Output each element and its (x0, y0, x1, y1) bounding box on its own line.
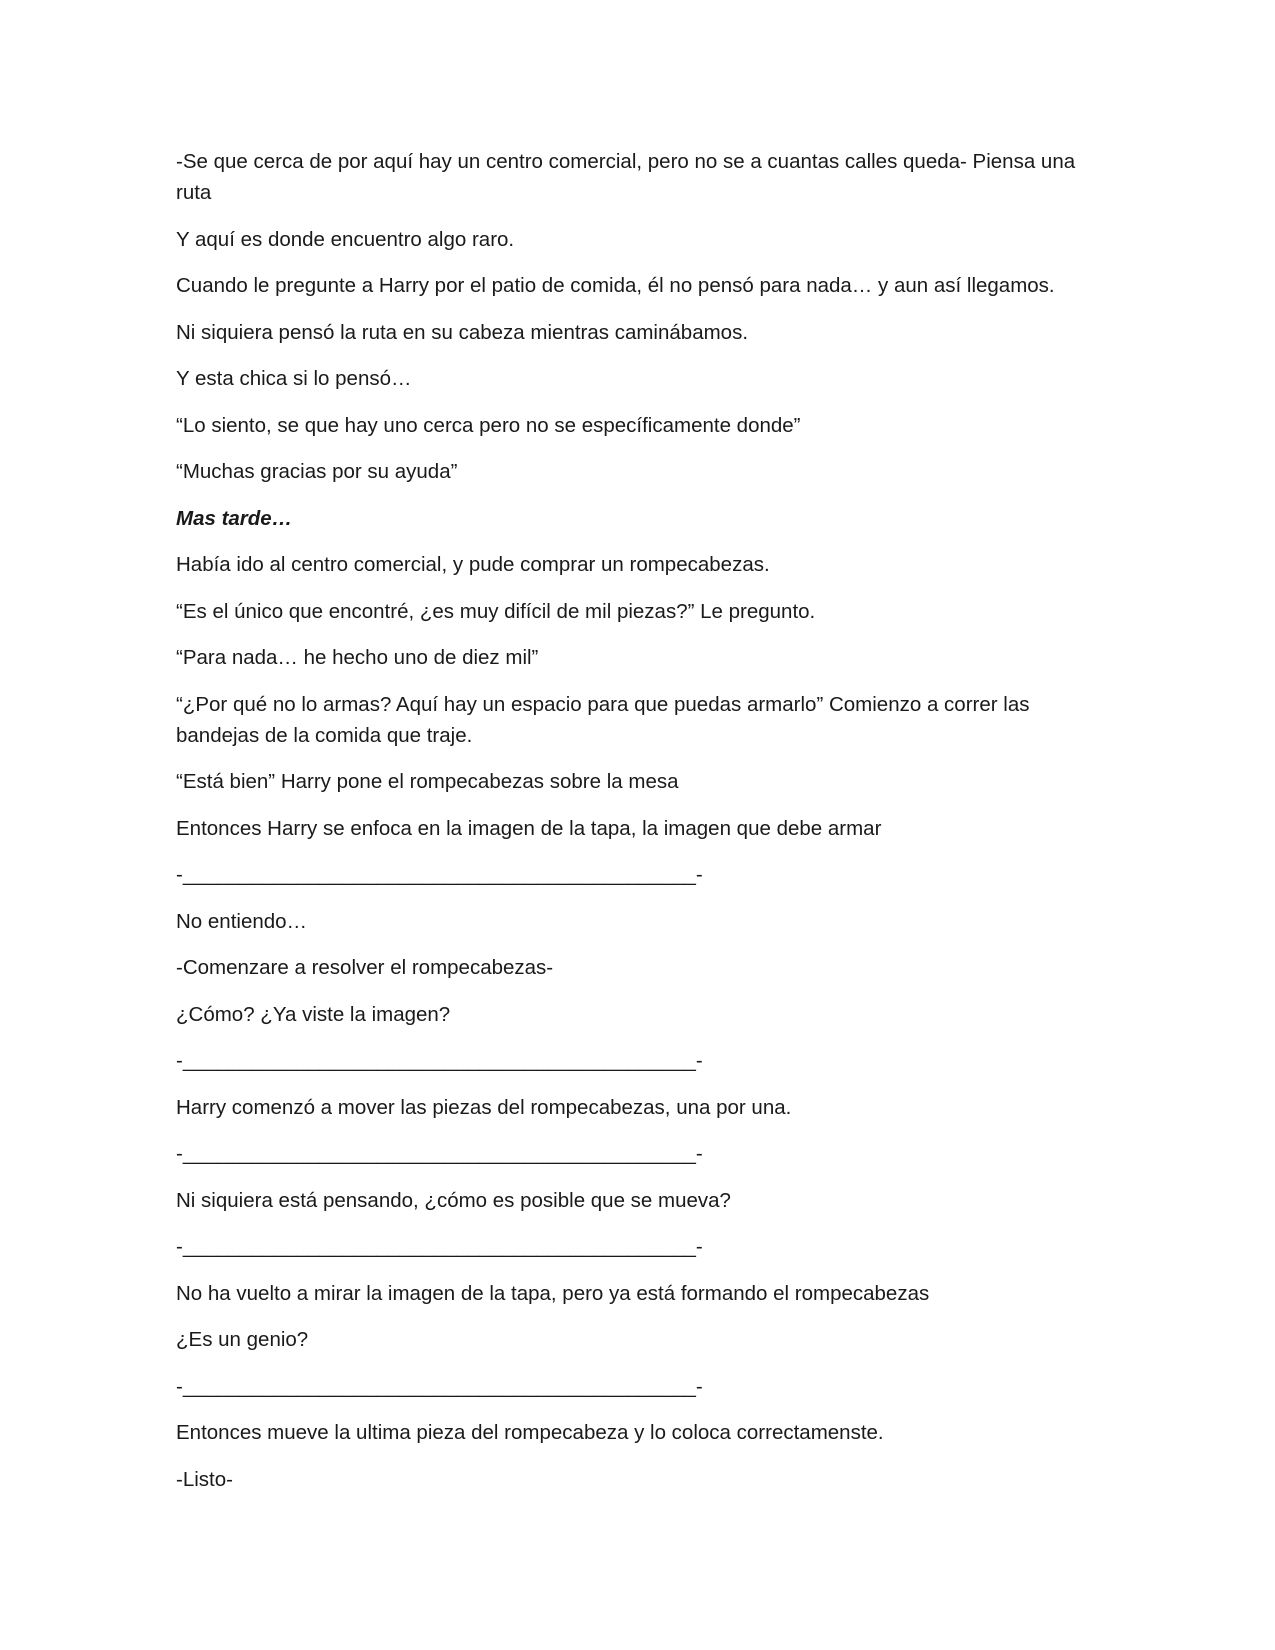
separator-line: -_____________________________________________- (176, 1374, 703, 1398)
separator-line: -_____________________________________________- (176, 863, 703, 886)
paragraph: Y esta chica si lo pensó… (176, 367, 412, 390)
paragraph: -Listo- (176, 1467, 233, 1491)
paragraph: “Lo siento, se que hay uno cerca pero no se específicamente donde” (176, 413, 801, 437)
paragraph: Entonces Harry se enfoca en la imagen de la tapa, la imagen que debe armar (176, 816, 882, 840)
paragraph: Cuando le pregunte a Harry por el patio de comida, él no pensó para nada… y aun así llegamos. (176, 274, 1055, 297)
paragraph: Ni siquiera pensó la ruta en su cabeza mientras caminábamos. (176, 320, 749, 344)
paragraph: No ha vuelto a mirar la imagen de la tapa, pero ya está formando el rompecabezas (176, 1281, 930, 1305)
paragraph: “¿Por qué no lo armas? Aquí hay un espacio para que puedas armarlo” Comienzo a correr las bandejas de la comida que traje. (176, 692, 1030, 747)
paragraph: “Es el único que encontré, ¿es muy difícil de mil piezas?” Le pregunto. (176, 599, 816, 623)
paragraph: “Muchas gracias por su ayuda” (176, 460, 458, 483)
paragraph: Harry comenzó a mover las piezas del rompecabezas, una por una. (176, 1095, 792, 1119)
document-body (176, 146, 1091, 1510)
paragraph: No entiendo… (176, 909, 308, 933)
paragraph: ¿Es un genio? (176, 1328, 309, 1351)
paragraph: “Está bien” Harry pone el rompecabezas sobre la mesa (176, 770, 679, 793)
paragraph: Entonces mueve la ultima pieza del rompecabeza y lo coloca correctamenste. (176, 1421, 884, 1444)
separator-line: -_____________________________________________- (176, 1049, 703, 1072)
paragraph: “Para nada… he hecho uno de diez mil” (176, 646, 539, 669)
paragraph: Y aquí es donde encuentro algo raro. (176, 227, 515, 251)
separator-line: -_____________________________________________- (176, 1235, 703, 1258)
separator-line: -_____________________________________________- (176, 1142, 703, 1165)
paragraph: Había ido al centro comercial, y pude comprar un rompecabezas. (176, 553, 770, 576)
section-heading: Mas tarde… (176, 506, 293, 530)
paragraph: ¿Cómo? ¿Ya viste la imagen? (176, 1002, 451, 1026)
paragraph: Ni siquiera está pensando, ¿cómo es posible que se mueva? (176, 1188, 731, 1212)
paragraph: -Se que cerca de por aquí hay un centro comercial, pero no se a cuantas calles queda- Piensa una ruta (176, 150, 1076, 204)
paragraph: -Comenzare a resolver el rompecabezas- (176, 956, 554, 979)
